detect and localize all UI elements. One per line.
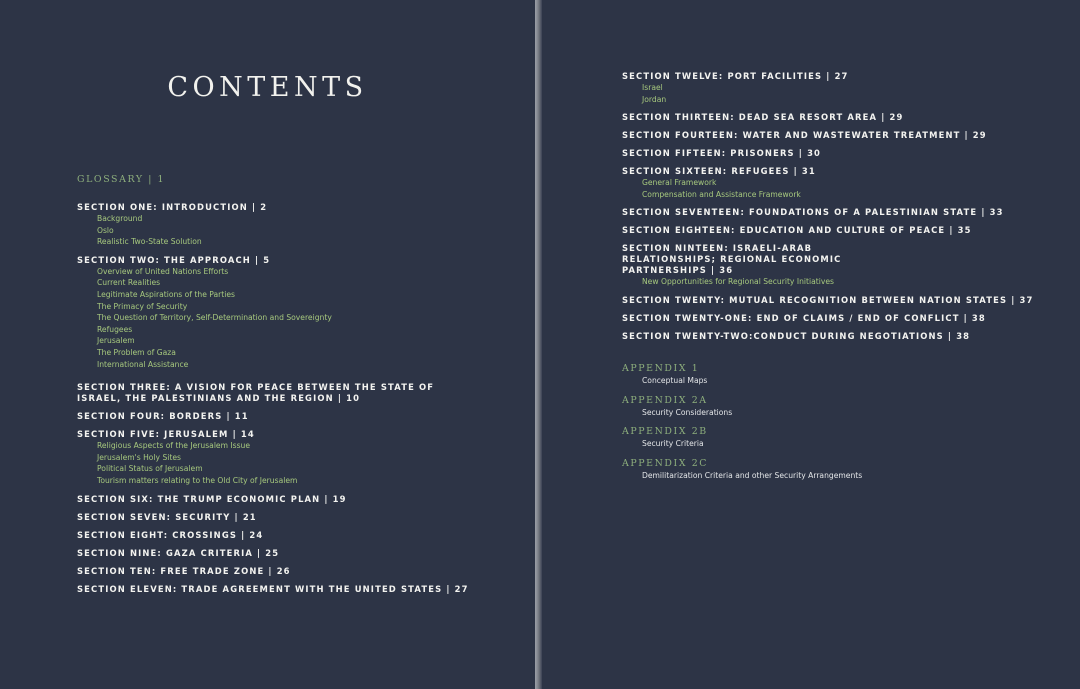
toc-section (622, 243, 1062, 288)
section-heading[interactable]: SECTION TWELVE: PORT FACILITIES | 27 (622, 71, 849, 81)
toc-section (622, 71, 1062, 105)
subsection-item[interactable]: Israel (642, 83, 663, 92)
appendix-heading[interactable]: APPENDIX 2B (622, 426, 708, 438)
toc-section (622, 130, 1062, 141)
toc-section (622, 225, 1062, 236)
toc-section (622, 207, 1062, 218)
toc-section (622, 166, 1062, 200)
book-spine (535, 0, 542, 689)
subsection-item[interactable]: Jerusalem's Holy Sites (97, 452, 182, 462)
toc-section (77, 530, 517, 541)
subsection-item[interactable]: The Question of Territory, Self-Determination and Sovereignty (97, 313, 332, 323)
section-heading[interactable]: SECTION TWENTY-ONE: END OF CLAIMS / END OF CONFLICT | 38 (622, 312, 986, 323)
section-heading[interactable]: SECTION ELEVEN: TRADE AGREEMENT WITH THE UNITED STATES | 27 (77, 583, 469, 594)
subsection-item[interactable]: Jordan (642, 94, 667, 104)
subsection-item[interactable]: Political Status of Jerusalem (97, 464, 203, 474)
section-heading[interactable]: SECTION FIVE: JERUSALEM | 14 (77, 429, 255, 440)
subsection-item[interactable]: Oslo (97, 225, 114, 235)
toc-section (622, 313, 1062, 324)
subsection-item[interactable]: General Framework (642, 178, 717, 188)
appendix-entry (622, 395, 1062, 419)
section-heading[interactable]: SECTION FOUR: BORDERS | 11 (77, 411, 249, 422)
section-heading[interactable]: SECTION SIXTEEN: REFUGEES | 31 (622, 166, 816, 177)
section-heading[interactable]: SECTION ONE: INTRODUCTION | 2 (77, 202, 268, 212)
spacer (622, 349, 1062, 363)
subsection-item[interactable]: Realistic Two-State Solution (97, 237, 202, 247)
subsection-item[interactable]: Background (97, 214, 143, 223)
subsection-item[interactable]: Compensation and Assistance Framework (642, 189, 801, 199)
subsection-item[interactable]: The Problem of Gaza (97, 347, 176, 357)
subsection-item[interactable]: Current Realities (97, 278, 161, 288)
toc-section (77, 429, 517, 486)
appendix-item[interactable]: Security Considerations (642, 407, 733, 417)
section-heading[interactable]: SECTION TWENTY: MUTUAL RECOGNITION BETWEEN NATION STATES | 37 (622, 294, 1034, 305)
subsection-item[interactable]: Religious Aspects of the Jerusalem Issue (97, 441, 251, 451)
appendix-item[interactable]: Security Criteria (642, 439, 704, 449)
appendix-heading[interactable]: APPENDIX 1 (622, 362, 700, 374)
section-heading[interactable]: SECTION THREE: A VISION FOR PEACE BETWEEN THE STATE OF ISRAEL, THE PALESTINIANS AND THE REGION | 10 (77, 382, 435, 404)
toc-section (622, 331, 1062, 342)
subsection-item[interactable]: Legitimate Aspirations of the Parties (97, 289, 236, 299)
toc-section (622, 148, 1062, 159)
right-page (542, 0, 1080, 689)
section-heading[interactable]: SECTION SIX: THE TRUMP ECONOMIC PLAN | 19 (77, 493, 347, 504)
toc-section (77, 255, 517, 370)
left-toc (77, 174, 517, 602)
appendix-entry (622, 458, 1062, 482)
section-heading[interactable]: SECTION FOURTEEN: WATER AND WASTEWATER TREATMENT | 29 (622, 130, 987, 141)
appendix-heading[interactable]: APPENDIX 2A (622, 394, 708, 406)
section-heading[interactable]: SECTION NINE: GAZA CRITERIA | 25 (77, 547, 280, 558)
section-heading[interactable]: SECTION THIRTEEN: DEAD SEA RESORT AREA | 29 (622, 112, 904, 123)
subsection-item[interactable]: The Primacy of Security (97, 301, 188, 311)
section-heading[interactable]: SECTION NINTEEN: ISRAELI-ARAB RELATIONSHIPS; REGIONAL ECONOMIC PARTNERSHIPS | 36 (622, 243, 842, 276)
toc-section (77, 411, 517, 422)
appendix-item[interactable]: Conceptual Maps (642, 375, 708, 385)
glossary-entry[interactable]: GLOSSARY | 1 (77, 174, 166, 185)
right-toc (622, 71, 1062, 489)
toc-section (77, 494, 517, 505)
toc-section (77, 202, 517, 248)
left-page (0, 0, 535, 689)
page-title: CONTENTS (167, 72, 368, 103)
section-heading[interactable]: SECTION EIGHT: CROSSINGS | 24 (77, 529, 264, 540)
section-heading[interactable]: SECTION TEN: FREE TRADE ZONE | 26 (77, 565, 291, 576)
toc-section (77, 382, 517, 404)
toc-section (77, 548, 517, 559)
toc-section (622, 295, 1062, 306)
section-heading[interactable]: SECTION FIFTEEN: PRISONERS | 30 (622, 148, 822, 159)
section-heading[interactable]: SECTION SEVENTEEN: FOUNDATIONS OF A PALESTINIAN STATE | 33 (622, 207, 1004, 218)
section-heading[interactable]: SECTION TWO: THE APPROACH | 5 (77, 254, 271, 265)
subsection-item[interactable]: New Opportunities for Regional Security Initiatives (642, 277, 834, 287)
subsection-item[interactable]: International Assistance (97, 359, 189, 369)
subsection-item[interactable]: Overview of United Nations Efforts (97, 266, 229, 276)
subsection-item[interactable]: Tourism matters relating to the Old City of Jerusalem (97, 475, 298, 485)
subsection-item[interactable]: Jerusalem (97, 336, 135, 346)
section-heading[interactable]: SECTION SEVEN: SECURITY | 21 (77, 511, 257, 522)
subsection-item[interactable]: Refugees (97, 324, 133, 334)
toc-section (77, 566, 517, 577)
section-heading[interactable]: SECTION EIGHTEEN: EDUCATION AND CULTURE OF PEACE | 35 (622, 225, 972, 236)
appendix-entry (622, 363, 1062, 387)
appendix-entry (622, 426, 1062, 450)
toc-section (77, 584, 517, 595)
toc-section (622, 112, 1062, 123)
section-heading[interactable]: SECTION TWENTY-TWO:CONDUCT DURING NEGOTIATIONS | 38 (622, 330, 971, 341)
appendix-heading[interactable]: APPENDIX 2C (622, 457, 709, 469)
toc-section (77, 512, 517, 523)
appendix-item[interactable]: Demilitarization Criteria and other Security Arrangements (642, 470, 863, 480)
